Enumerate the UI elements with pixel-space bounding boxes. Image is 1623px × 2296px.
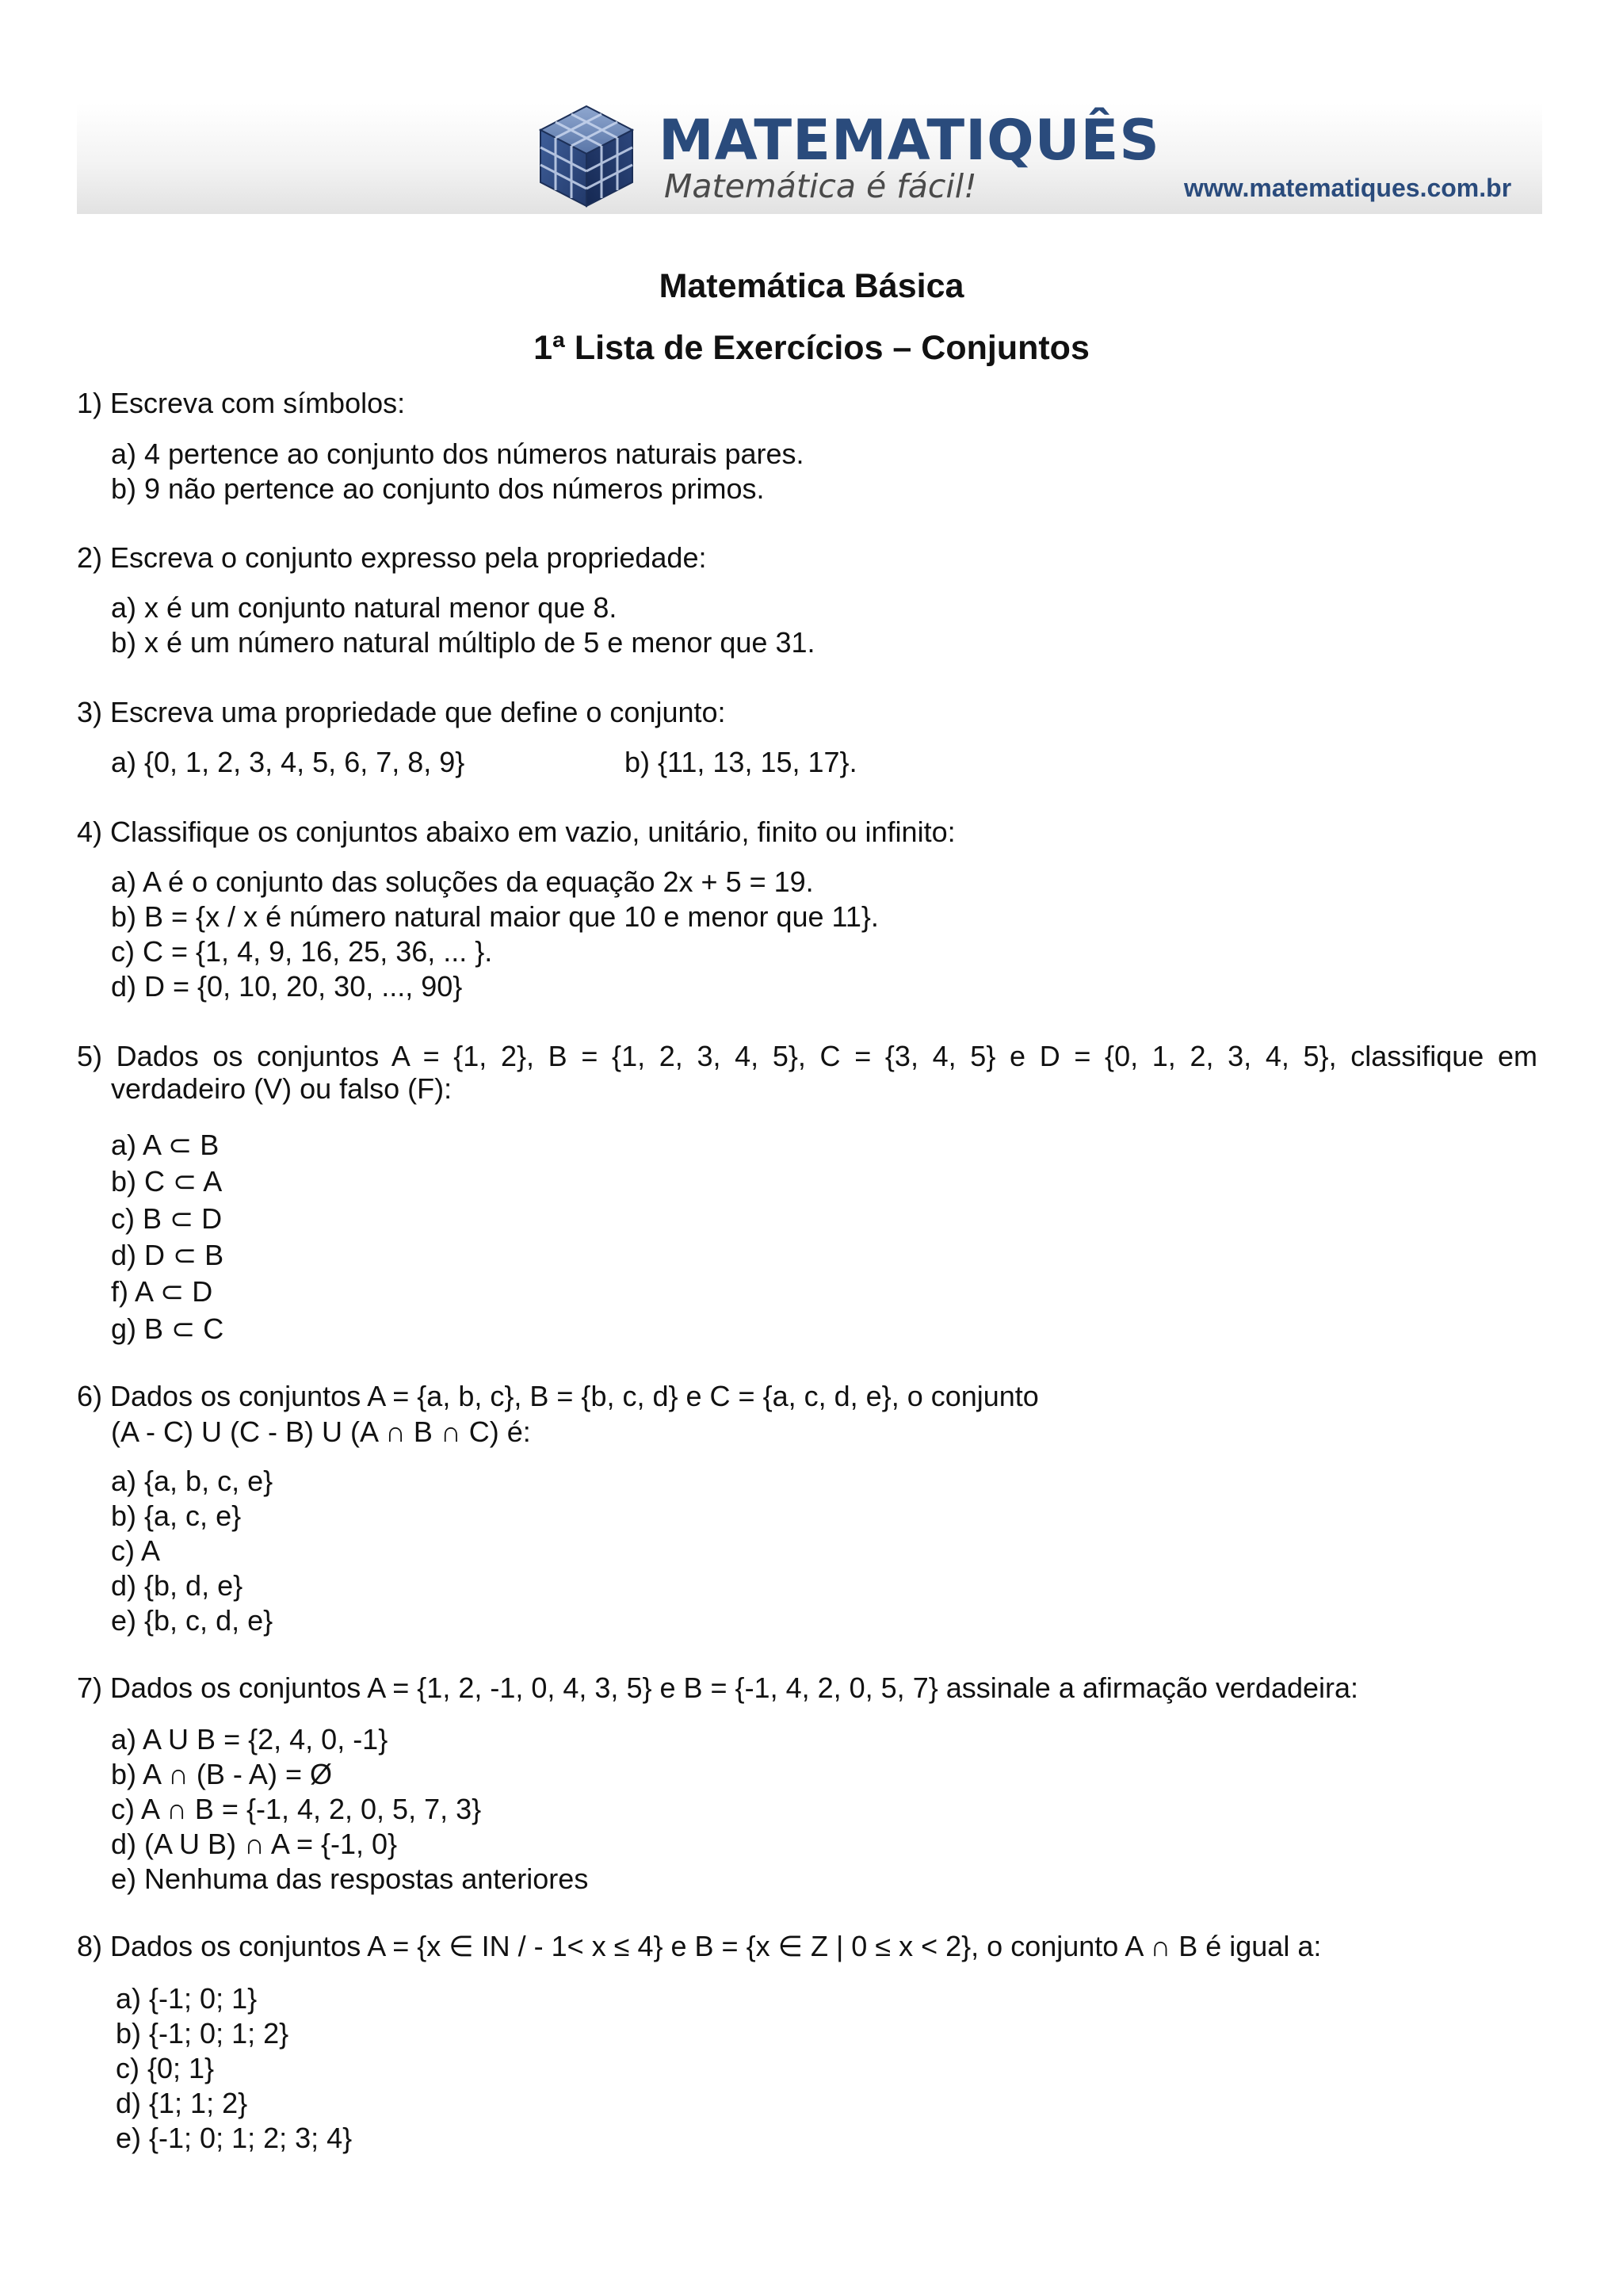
question-5-item-b: b) C ⊂ A — [111, 1165, 223, 1198]
question-5-item-a: a) A ⊂ B — [111, 1129, 220, 1161]
question-8-item-d: d) {1; 1; 2} — [116, 2087, 248, 2119]
question-5-item-c: c) B ⊂ D — [111, 1202, 223, 1235]
question-4-item-b: b) B = {x / x é número natural maior que 10 e menor que 11}. — [111, 900, 879, 933]
question-3-item-b: b) {11, 13, 15, 17}. — [624, 746, 857, 778]
question-5-item-g: g) B ⊂ C — [111, 1312, 224, 1345]
question-5-item-f: f) A ⊂ D — [111, 1275, 213, 1308]
question-7-item-e: e) Nenhuma das respostas anteriores — [111, 1862, 589, 1895]
question-4-item-c: c) C = {1, 4, 9, 16, 25, 36, ... }. — [111, 935, 493, 968]
question-3-item-a: a) {0, 1, 2, 3, 4, 5, 6, 7, 8, 9} — [111, 746, 465, 778]
question-8-item-b: b) {-1; 0; 1; 2} — [116, 2017, 289, 2050]
question-1-item-b: b) 9 não pertence ao conjunto dos números primos. — [111, 472, 765, 505]
question-6-item-d: d) {b, d, e} — [111, 1569, 243, 1602]
question-4-item-d: d) D = {0, 10, 20, 30, ..., 90} — [111, 970, 463, 1003]
question-7-item-b: b) A ∩ (B - A) = Ø — [111, 1758, 332, 1790]
question-8-item-a: a) {-1; 0; 1} — [116, 1982, 258, 2015]
logo-title: MATEMATIQUÊS — [659, 108, 1160, 173]
question-6-item-a: a) {a, b, c, e} — [111, 1465, 273, 1497]
question-5-stem-line-1: 5) Dados os conjuntos A = {1, 2}, B = {1, 2, 3, 4, 5}, C = {3, 4, 5} e D = {0, 1, 2, 3, 4, 5}, classifique em — [77, 1040, 1537, 1072]
question-4-item-a: a) A é o conjunto das soluções da equação 2x + 5 = 19. — [111, 865, 814, 898]
question-1-stem: 1) Escreva com símbolos: — [77, 387, 406, 419]
question-8-item-c: c) {0; 1} — [116, 2052, 215, 2084]
question-7-item-d: d) (A U B) ∩ A = {-1, 0} — [111, 1828, 398, 1860]
page-subtitle: 1ª Lista de Exercícios – Conjuntos — [533, 329, 1090, 367]
logo-tagline: Matemática é fácil! — [664, 167, 977, 205]
question-3-stem: 3) Escreva uma propriedade que define o conjunto: — [77, 696, 726, 728]
question-7-item-c: c) A ∩ B = {-1, 4, 2, 0, 5, 7, 3} — [111, 1793, 482, 1825]
question-7-stem: 7) Dados os conjuntos A = {1, 2, -1, 0, 4, 3, 5} e B = {-1, 4, 2, 0, 5, 7} assinale a afirmação verdadeira: — [77, 1671, 1359, 1704]
question-2-item-b: b) x é um número natural múltiplo de 5 e menor que 31. — [111, 626, 815, 659]
question-7-item-a: a) A U B = {2, 4, 0, -1} — [111, 1723, 388, 1755]
question-6-stem-line-2: (A - C) U (C - B) U (A ∩ B ∩ C) é: — [111, 1415, 531, 1448]
site-url-link[interactable]: www.matematiques.com.br — [1184, 174, 1512, 202]
question-4-stem: 4) Classifique os conjuntos abaixo em vazio, unitário, finito ou infinito: — [77, 816, 956, 848]
question-6-item-e: e) {b, c, d, e} — [111, 1604, 273, 1637]
question-6-item-c: c) A — [111, 1534, 161, 1567]
question-2-item-a: a) x é um conjunto natural menor que 8. — [111, 591, 617, 624]
question-1-item-a: a) 4 pertence ao conjunto dos números naturais pares. — [111, 437, 804, 470]
question-8-stem: 8) Dados os conjuntos A = {x ∈ IN / - 1< x ≤ 4} e B = {x ∈ Z | 0 ≤ x < 2}, o conjunto A ∩ B é igual a: — [77, 1930, 1322, 1962]
question-6-item-b: b) {a, c, e} — [111, 1499, 242, 1532]
question-8-item-e: e) {-1; 0; 1; 2; 3; 4} — [116, 2122, 353, 2154]
page-title: Matemática Básica — [659, 267, 964, 305]
question-5-stem-line-2: verdadeiro (V) ou falso (F): — [111, 1072, 453, 1105]
question-6-stem-line-1: 6) Dados os conjuntos A = {a, b, c}, B = {b, c, d} e C = {a, c, d, e}, o conjunto — [77, 1380, 1039, 1412]
question-2-stem: 2) Escreva o conjunto expresso pela propriedade: — [77, 541, 707, 574]
question-5-item-d: d) D ⊂ B — [111, 1239, 224, 1271]
rubiks-cube-logo-icon — [536, 103, 637, 209]
